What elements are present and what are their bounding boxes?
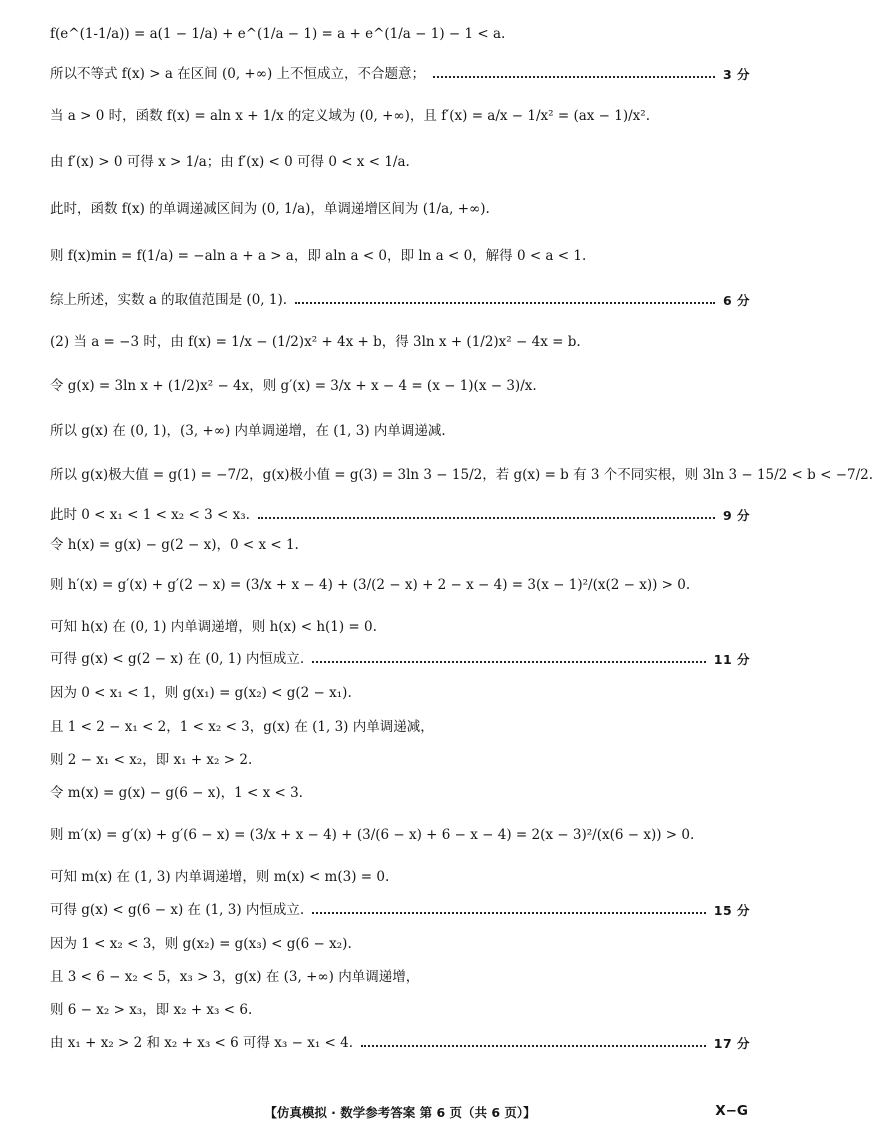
solution-line-25: [50, 961, 750, 995]
dotted-leader: [312, 661, 706, 663]
solution-line-14: [50, 569, 750, 603]
line-text: 可知 m(x) 在 (1, 3) 内单调递增，则 m(x) < m(3) = 0.: [50, 869, 390, 886]
score-label: 6 分: [722, 292, 750, 308]
dotted-leader: [312, 912, 706, 914]
line-text: 由 f′(x) > 0 可得 x > 1/a；由 f′(x) < 0 可得 0 < x < 1/a.: [50, 154, 410, 171]
solution-line-13: [50, 529, 750, 563]
solution-line-15: [50, 611, 750, 645]
score-label: 11 分: [713, 651, 750, 667]
line-text: 则 2 − x₁ < x₂，即 x₁ + x₂ > 2.: [50, 752, 253, 769]
line-text: 可知 h(x) 在 (0, 1) 内单调递增，则 h(x) < h(1) = 0.: [50, 619, 377, 636]
solution-line-4: [50, 146, 750, 180]
line-text: 令 m(x) = g(x) − g(6 − x)，1 < x < 3.: [50, 785, 303, 802]
line-text: 则 6 − x₂ > x₃，即 x₂ + x₃ < 6.: [50, 1002, 253, 1019]
line-text: 因为 1 < x₂ < 3，则 g(x₂) = g(x₃) < g(6 − x₂).: [50, 936, 352, 953]
line-text: 当 a > 0 时，函数 f(x) = aln x + 1/x 的定义域为 (0, +∞)，且 f′(x) = a/x − 1/x² = (ax − 1)/x².: [50, 108, 650, 125]
line-text: 则 f(x)min = f(1/a) = −aln a + a > a，即 aln a < 0，即 ln a < 0，解得 0 < a < 1.: [50, 248, 587, 265]
line-text: 令 h(x) = g(x) − g(2 − x)，0 < x < 1.: [50, 537, 299, 554]
score-label: 17 分: [713, 1035, 750, 1051]
line-text: f(e^(1-1/a)) = a(1 − 1/a) + e^(1/a − 1) = a + e^(1/a − 1) − 1 < a.: [50, 26, 506, 43]
solution-line-20: [50, 777, 750, 811]
solution-line-27: [50, 1027, 750, 1061]
line-text: (2) 当 a = −3 时，由 f(x) = 1/x − (1/2)x² + 4x + b，得 3ln x + (1/2)x² − 4x = b.: [50, 334, 581, 351]
solution-line-9: [50, 370, 750, 404]
line-text: 则 m′(x) = g′(x) + g′(6 − x) = (3/x + x − 4) + (3/(6 − x) + 6 − x − 4) = 2(x − 3)²/(x(6 − x)) > 0.: [50, 827, 695, 844]
dotted-leader: [295, 302, 715, 304]
solution-line-7: [50, 284, 750, 318]
solution-line-1: [50, 18, 750, 52]
line-text: 所以 g(x) 在 (0, 1)，(3, +∞) 内单调递增，在 (1, 3) 内单调递减.: [50, 423, 446, 440]
line-text: 所以不等式 f(x) > a 在区间 (0, +∞) 上不恒成立，不合题意；: [50, 66, 426, 83]
score-label: 3 分: [722, 66, 750, 82]
line-text: 此时 0 < x₁ < 1 < x₂ < 3 < x₃.: [50, 507, 250, 524]
dotted-leader: [361, 1045, 706, 1047]
solution-line-18: [50, 711, 750, 745]
solution-line-24: [50, 928, 750, 962]
line-text: 可得 g(x) < g(2 − x) 在 (0, 1) 内恒成立.: [50, 651, 305, 668]
solution-line-6: [50, 240, 750, 274]
line-text: 所以 g(x)极大值 = g(1) = −7/2，g(x)极小值 = g(3) = 3ln 3 − 15/2，若 g(x) = b 有 3 个不同实根，则 3ln 3 − 15/2 < b < −7/2.: [50, 467, 873, 484]
solution-line-11: [50, 459, 873, 493]
solution-line-12: [50, 499, 750, 533]
solution-line-2: [50, 58, 750, 92]
dotted-leader: [258, 517, 715, 519]
line-text: 可得 g(x) < g(6 − x) 在 (1, 3) 内恒成立.: [50, 902, 305, 919]
solution-line-8: [50, 326, 750, 360]
solution-line-23: [50, 894, 750, 928]
footer-tag: X−G: [715, 1103, 748, 1119]
line-text: 综上所述，实数 a 的取值范围是 (0, 1).: [50, 292, 288, 309]
line-text: 此时，函数 f(x) 的单调递减区间为 (0, 1/a)，单调递增区间为 (1/a, +∞).: [50, 201, 490, 218]
solution-line-17: [50, 677, 750, 711]
line-text: 令 g(x) = 3ln x + (1/2)x² − 4x，则 g′(x) = 3/x + x − 4 = (x − 1)(x − 3)/x.: [50, 378, 537, 395]
solution-line-3: [50, 100, 750, 134]
footer-title: 【仿真模拟 · 数学参考答案 第 6 页（共 6 页）】: [264, 1105, 536, 1120]
score-label: 15 分: [713, 902, 750, 918]
solution-line-26: [50, 994, 750, 1028]
line-text: 则 h′(x) = g′(x) + g′(2 − x) = (3/x + x − 4) + (3/(2 − x) + 2 − x − 4) = 3(x − 1)²/(x(2 − x)) > 0.: [50, 577, 691, 594]
line-text: 因为 0 < x₁ < 1，则 g(x₁) = g(x₂) < g(2 − x₁).: [50, 685, 352, 702]
solution-line-19: [50, 744, 750, 778]
line-text: 且 3 < 6 − x₂ < 5，x₃ > 3，g(x) 在 (3, +∞) 内单调递增，: [50, 969, 420, 986]
solution-line-22: [50, 861, 750, 895]
line-text: 且 1 < 2 − x₁ < 2，1 < x₂ < 3，g(x) 在 (1, 3) 内单调递减，: [50, 719, 434, 736]
page-footer: [0, 1103, 800, 1127]
score-label: 9 分: [722, 507, 750, 523]
solution-line-21: [50, 819, 750, 853]
line-text: 由 x₁ + x₂ > 2 和 x₂ + x₃ < 6 可得 x₃ − x₁ < 4.: [50, 1035, 354, 1052]
dotted-leader: [433, 76, 715, 78]
solution-line-5: [50, 193, 750, 227]
solution-line-16: [50, 643, 750, 677]
solution-line-10: [50, 415, 750, 449]
